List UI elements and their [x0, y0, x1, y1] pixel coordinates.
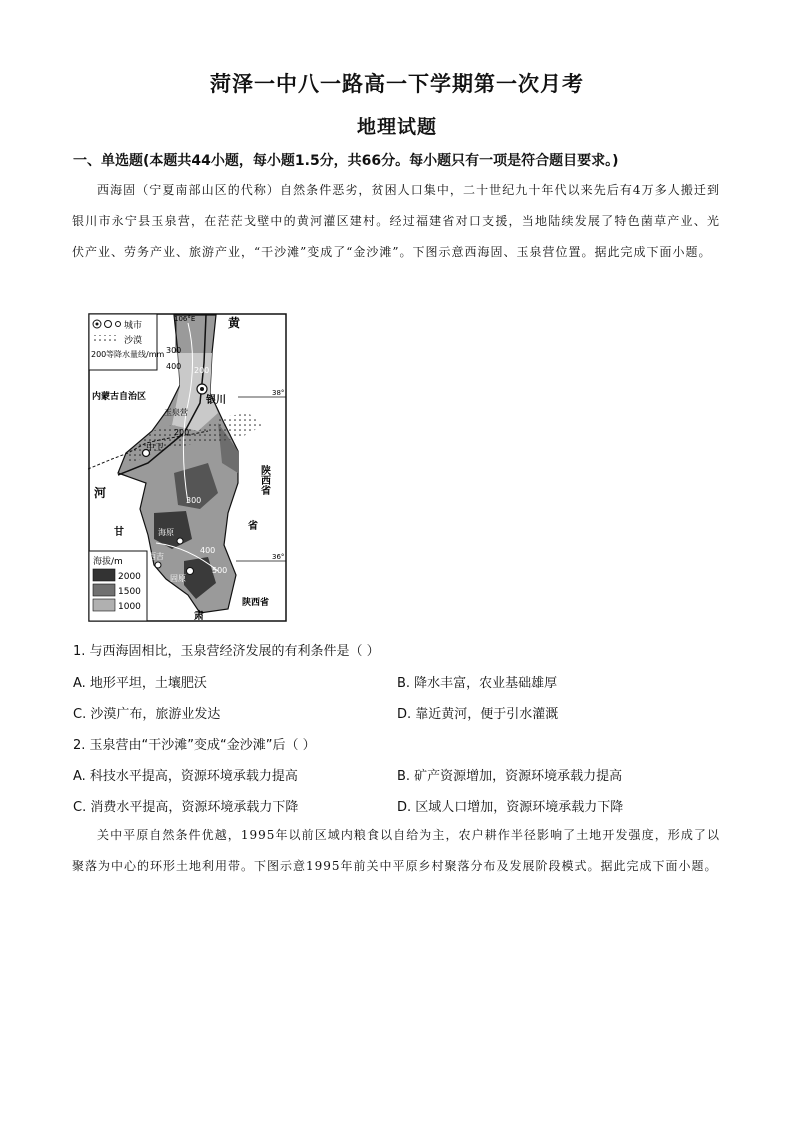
parallel-36-label: 36° — [272, 553, 285, 561]
question-1-option-d[interactable]: D. 靠近黄河，便于引水灌溉 — [397, 707, 559, 722]
city-label-yinchuan: 银川 — [206, 395, 226, 406]
ningxia-map — [88, 313, 288, 623]
isohyet-value: 200 — [194, 366, 210, 375]
isohyet-value: 300 — [186, 496, 202, 505]
label-gansu-sheng: 省 — [248, 521, 258, 532]
legend-elevation-title: 海拔/m — [93, 557, 123, 567]
label-su: 肃 — [194, 611, 204, 622]
label-shaanxi-top: 陕西省 — [258, 465, 270, 495]
isohyet-value: 400 — [200, 546, 216, 555]
isohyet-value: 300 — [166, 346, 182, 355]
legend-level-1500: 1500 — [118, 587, 141, 597]
section-heading: 一、单选题(本题共44小题，每小题1.5分，共66分。每小题只有一项是符合题目要求。) — [73, 153, 619, 169]
legend-city-label: 城市 — [124, 321, 143, 331]
legend-isohyet-label: 等降水量线/mm — [106, 350, 165, 359]
isohyet-value: 200 — [174, 428, 190, 437]
question-1-option-a[interactable]: A. 地形平坦，土壤肥沃 — [73, 676, 207, 691]
question-2-stem: 2. 玉泉营由“干沙滩”变成“金沙滩”后（ ） — [73, 738, 316, 753]
city-yinchuan-marker — [197, 384, 207, 394]
isohyet-value: 400 — [166, 362, 182, 371]
parallel-38-label: 38° — [272, 389, 285, 397]
legend-isohyet-sample: 200 — [91, 350, 107, 359]
question-1-option-c[interactable]: C. 沙漠广布，旅游业发达 — [73, 707, 221, 722]
city-haiyuan-marker — [177, 538, 183, 544]
passage-1: 西海固（宁夏南部山区的代称）自然条件恶劣，贫困人口集中，二十世纪九十年代以来先后有4万多人搬迁到银川市永宁县玉泉营，在茫茫戈壁中的黄河灌区建村。经过福建省对口支援，当地陆续发展了特色菌草产业、光伏产业、劳务产业、旅游产业，“干沙滩”变成了“金沙滩”。下图示意西海固、玉泉营位置。据此完成下面小题。 — [72, 183, 720, 259]
legend-level-2000: 2000 — [118, 572, 141, 582]
exam-subtitle: 地理试题 — [356, 116, 437, 138]
label-huang: 黄 — [228, 316, 241, 330]
meridian-label: 106°E — [174, 315, 196, 323]
label-inner-mongolia: 内蒙古自治区 — [92, 392, 147, 402]
label-shaanxi-bottom: 陕西省 — [242, 598, 270, 608]
legend-desert-label: 沙漠 — [124, 336, 143, 346]
question-2-option-b[interactable]: B. 矿产资源增加，资源环境承载力提高 — [397, 769, 623, 784]
city-label-xiji: 西吉 — [148, 552, 164, 561]
question-1-stem: 1. 与西海固相比，玉泉营经济发展的有利条件是（ ） — [73, 644, 380, 659]
label-gansu: 甘 — [114, 527, 124, 538]
question-2-option-d[interactable]: D. 区域人口增加，资源环境承载力下降 — [397, 800, 624, 815]
legend-level-1000: 1000 — [118, 602, 141, 612]
isohyet-value: 500 — [212, 566, 228, 575]
city-label-haiyuan: 海原 — [158, 528, 174, 537]
passage-2: 关中平原自然条件优越，1995年以前区域内粮食以自给为主，农户耕作半径影响了土地开发强度，形成了以聚落为中心的环形土地利用带。下图示意1995年前关中平原乡村聚落分布及发展阶段模式。据此完成下面小题。 — [72, 828, 720, 873]
city-guyuan-marker — [187, 568, 194, 575]
city-label-zhongwei: 中卫 — [146, 443, 165, 453]
exam-title: 菏泽一中八一路高一下学期第一次月考 — [210, 71, 584, 96]
city-label-guyuan: 固原 — [170, 574, 186, 583]
label-he: 河 — [94, 486, 107, 500]
question-2-option-a[interactable]: A. 科技水平提高，资源环境承载力提高 — [73, 769, 298, 784]
city-label-yuquanying: 玉泉营 — [164, 408, 188, 417]
question-1-option-b[interactable]: B. 降水丰富，农业基础雄厚 — [397, 676, 558, 691]
city-xiji-marker — [155, 562, 161, 568]
question-2-option-c[interactable]: C. 消费水平提高，资源环境承载力下降 — [73, 800, 299, 815]
